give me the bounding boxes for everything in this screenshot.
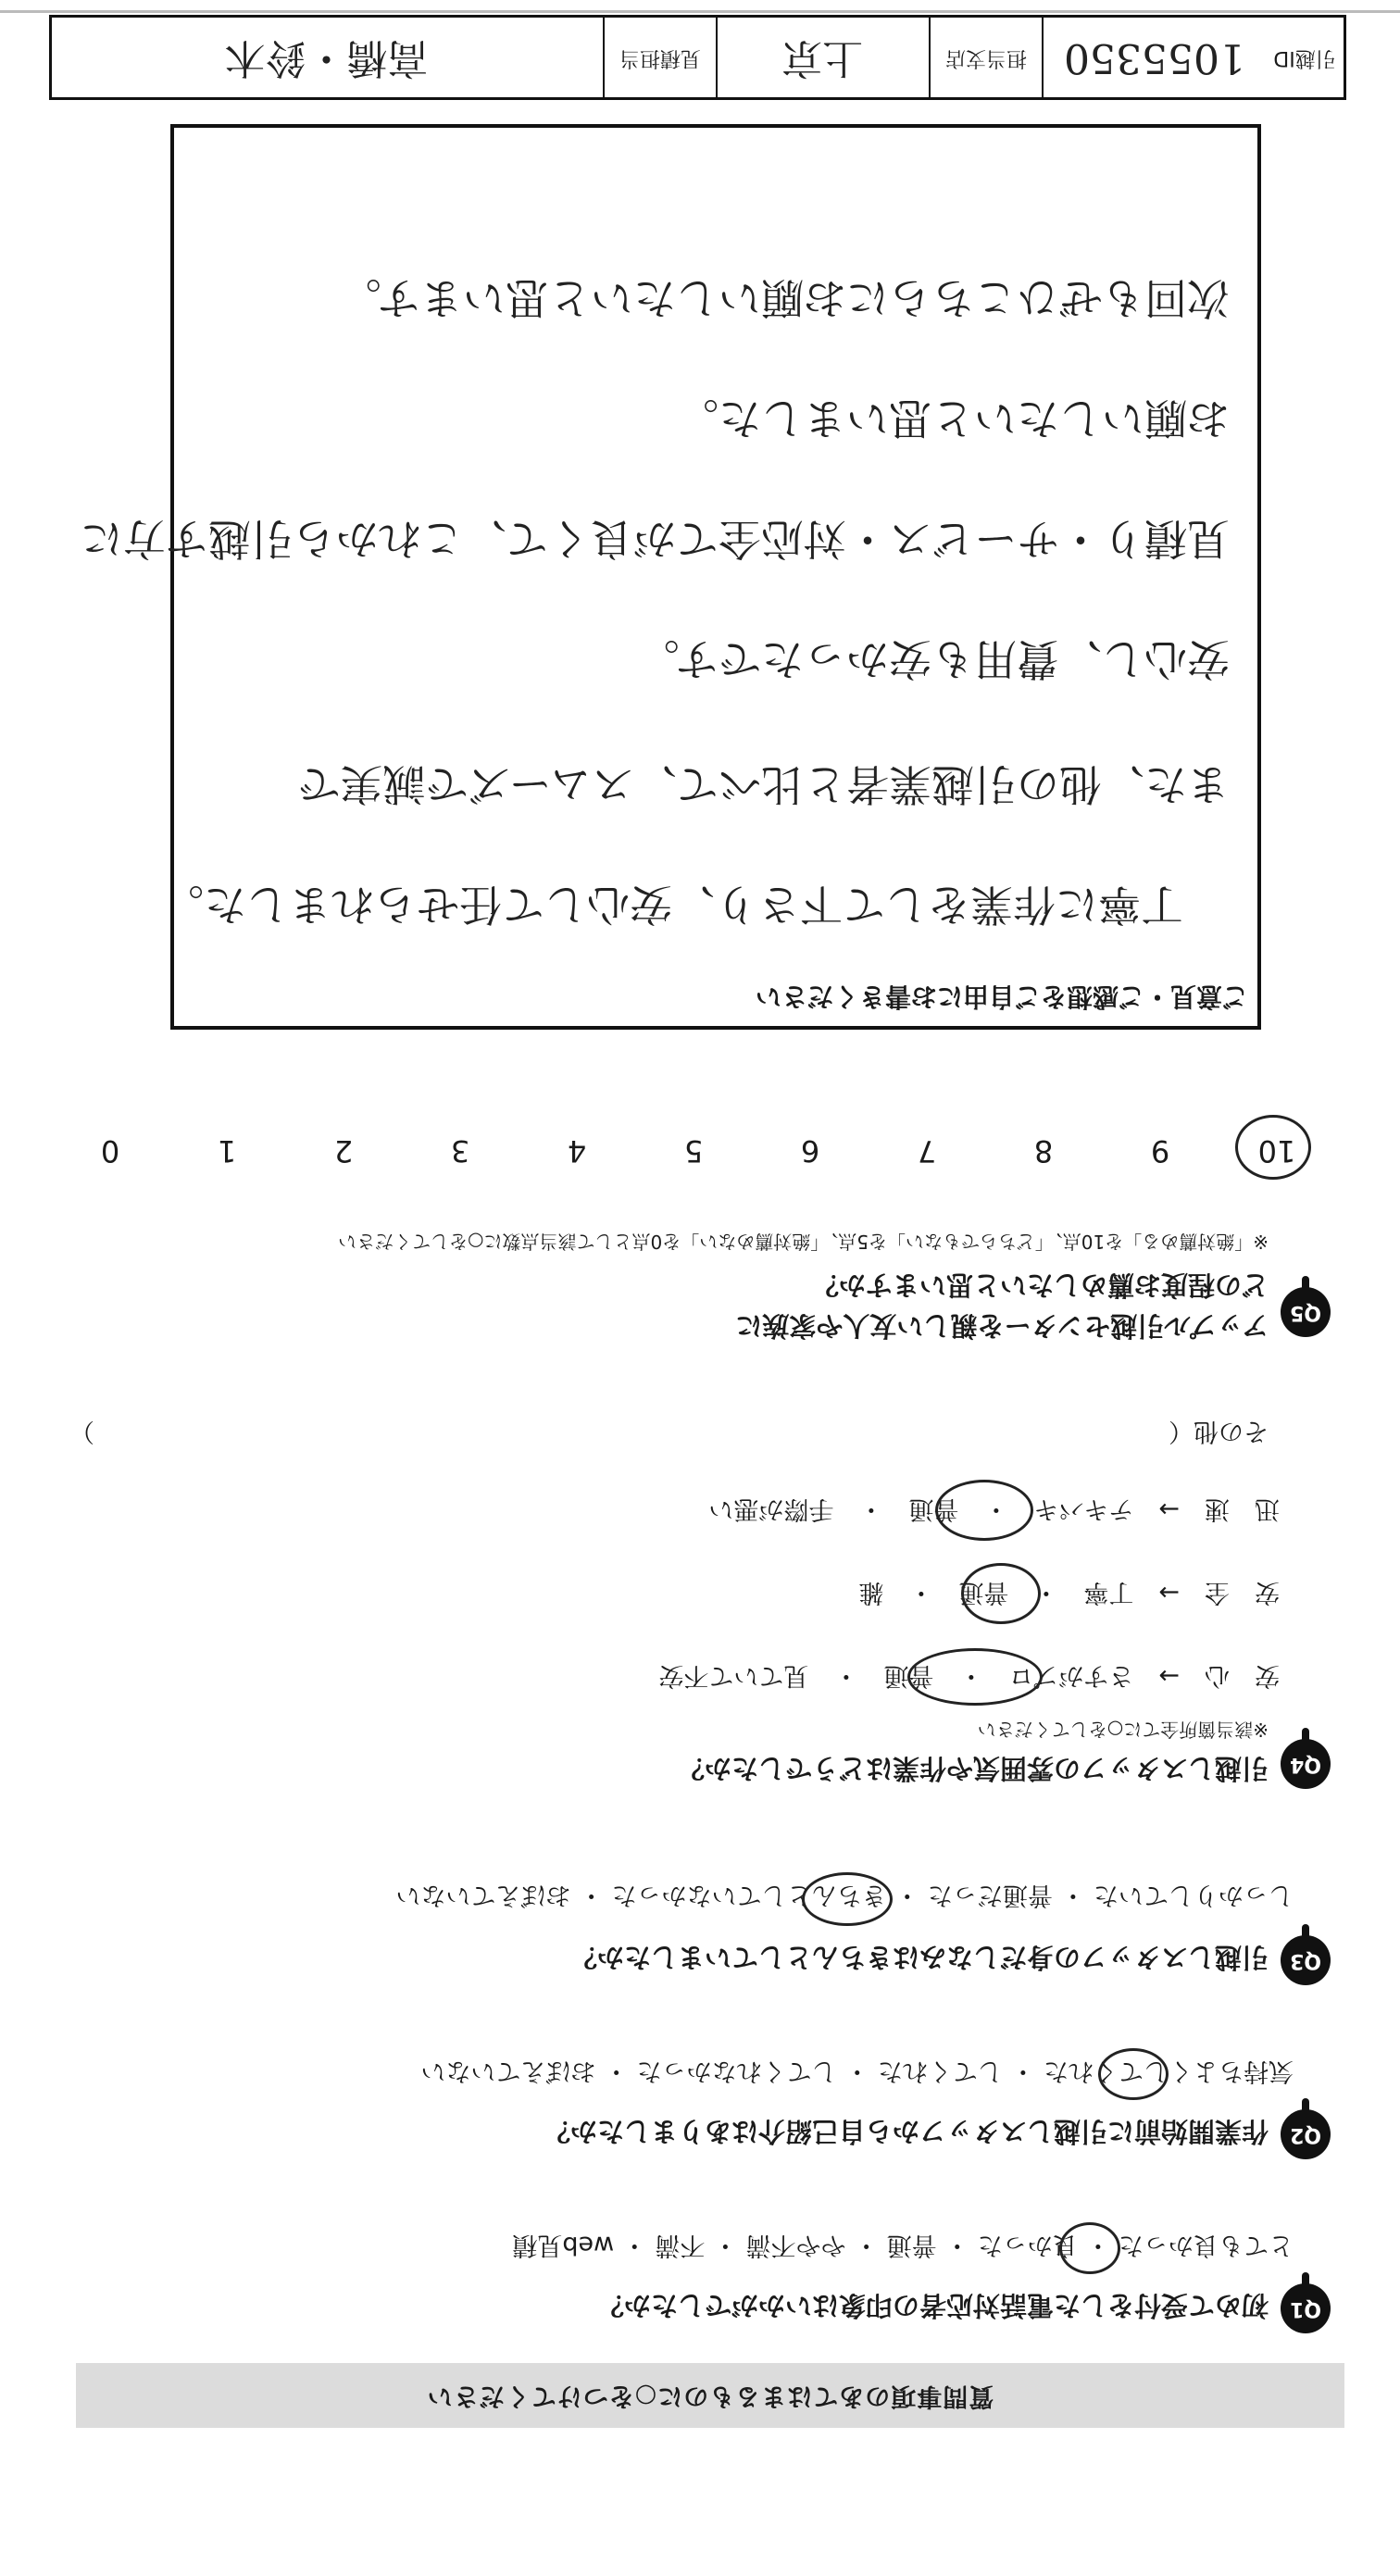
- q1-badge: Q1: [1281, 2283, 1331, 2333]
- q2-badge: Q2: [1281, 2109, 1331, 2159]
- scale-0: 0: [100, 1133, 120, 1169]
- comment-line-5: お願いしたいと思いました。: [676, 394, 1230, 444]
- id-box: [49, 15, 1346, 100]
- move-id-value: 1055350: [1064, 34, 1245, 81]
- q4-row-anzen: 安 全 → 丁寧 ・ 普通 ・ 雑: [858, 1578, 1280, 1607]
- scale-10: 10: [1257, 1133, 1296, 1169]
- q4-other-close: ）: [69, 1417, 94, 1445]
- q2-options: 気持ちよくしてくれた ・ してくれた ・ してくれなかった ・ おぼえていない: [420, 2057, 1294, 2085]
- comment-box: [80, 124, 1261, 1030]
- q5-scale: [52, 1133, 1335, 1169]
- q4-row-jinsoku: 迅 速 → テキパキ ・ 普通 ・ 手際が悪い: [708, 1494, 1280, 1523]
- q4-jinsoku-circle: [935, 1480, 1033, 1541]
- q2-answer-circle: [1098, 2048, 1169, 2100]
- estimator-label: 見積担当: [605, 18, 718, 97]
- comment-line-4: 見積り・サービス・対応全てが良くて、これから引越す方に: [80, 514, 1230, 564]
- comment-line-1: 丁寧に作業をして下さり、安心して任せられました。: [161, 880, 1183, 930]
- scale-6: 6: [800, 1133, 820, 1169]
- q5-question-line1: アップル引越センターを親しい友人や家族に: [735, 1310, 1269, 1342]
- q4-anzen-circle: [961, 1563, 1041, 1624]
- estimator-value: 高橋・鈴木: [50, 18, 605, 97]
- q4-badge: Q4: [1281, 1739, 1331, 1789]
- branch-label: 担当支店: [931, 18, 1044, 97]
- scale-3: 3: [450, 1133, 470, 1169]
- q2-question: 作業開始前に引越しスタッフから自己紹介はありましたか？: [543, 2116, 1269, 2147]
- scale-1: 1: [217, 1133, 237, 1169]
- q4-anshin-circle: [907, 1648, 1043, 1706]
- q1-answer-circle: [1059, 2222, 1120, 2274]
- q4-question: 引越しスタッフの雰囲気や作業はどうでしたか？: [677, 1753, 1269, 1784]
- scale-7: 7: [917, 1133, 937, 1169]
- scale-8: 8: [1033, 1133, 1054, 1169]
- q3-question: 引越しスタッフの身だしなみはきちんとしていましたか？: [569, 1942, 1269, 1973]
- scale-9: 9: [1150, 1133, 1170, 1169]
- instruction-banner: [76, 2363, 1344, 2428]
- q4-row-anshin: 安 心 → さすがプロ ・ 普通 ・ 見ていて不安: [658, 1661, 1280, 1690]
- scale-5: 5: [683, 1133, 704, 1169]
- q4-note: ※該当箇所全てに○をしてください: [977, 1719, 1269, 1741]
- scale-2: 2: [333, 1133, 354, 1169]
- comment-line-2: また、他の引越業者と比べて、スムーズで誠実で: [297, 759, 1230, 809]
- page-edge: [0, 10, 1400, 13]
- comment-line-6: 次回もぜひこちらにお願いしたいと思います。: [338, 273, 1230, 323]
- q3-badge: Q3: [1281, 1935, 1331, 1985]
- q5-note: ※「絶対薦める」を10点、「どちらでもない」を5点、「絶対薦めない」を0点として該当点数に○をしてください: [338, 1231, 1269, 1253]
- q1-options: とても良かった ・ 良かった ・ 普通 ・ やや不満 ・ 不満 ・ web見積: [512, 2231, 1294, 2259]
- q5-badge: Q5: [1281, 1287, 1331, 1337]
- move-id-label: 引越ID: [1273, 46, 1336, 69]
- q3-answer-circle: [802, 1872, 893, 1926]
- q5-question-line2: どの程度お薦めしたいと思いますか？: [811, 1269, 1269, 1301]
- instruction-text: 質問事項のあてはまるものに○をつけてください: [426, 2382, 994, 2410]
- q4-other-label: その他（: [1169, 1417, 1269, 1445]
- q3-options: しっかりしていた ・ 普通だった ・ きちんとしていなかった ・ おぼえていない: [395, 1881, 1294, 1909]
- scale-4: 4: [567, 1133, 587, 1169]
- q1-question: 初めて受付をした電話対応者の印象はいかがでしたか？: [596, 2290, 1269, 2321]
- q5-selected-circle: [1235, 1115, 1311, 1180]
- branch-value: 上京: [716, 18, 931, 97]
- comment-line-3: 安心し、費用も安かったです。: [636, 634, 1230, 684]
- comment-heading: ご意見・ご感想をご自由にお書きください: [755, 982, 1248, 1012]
